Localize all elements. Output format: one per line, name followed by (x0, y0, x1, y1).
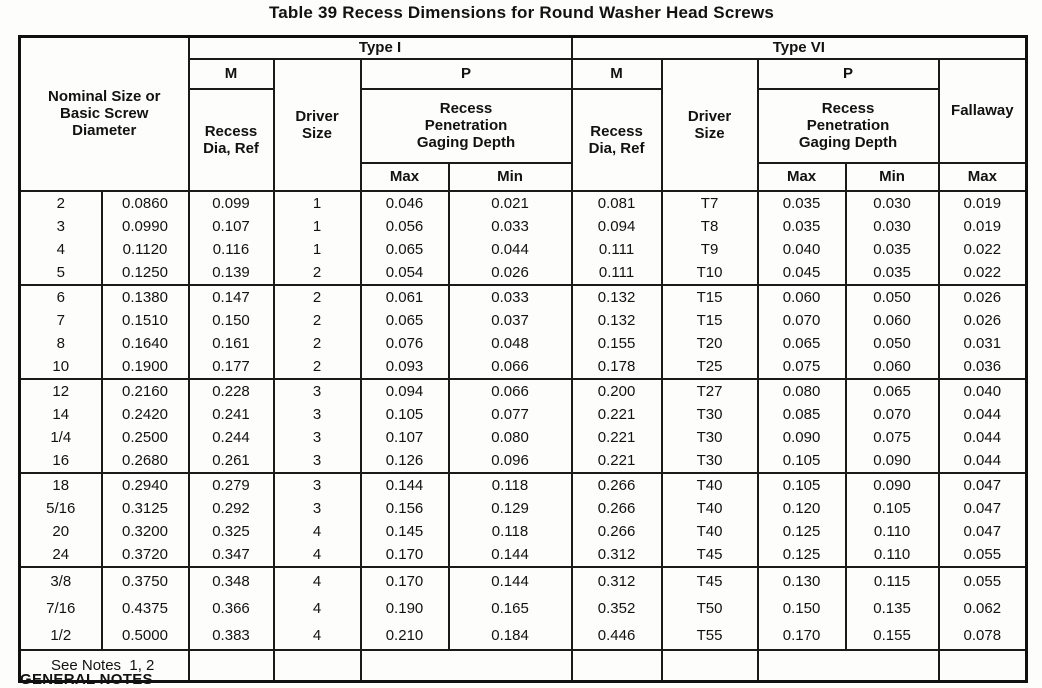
cell: 3 (274, 403, 361, 426)
cell: 3 (20, 215, 102, 238)
cell: 7/16 (20, 595, 102, 622)
cell: 0.241 (189, 403, 274, 426)
cell: 0.383 (189, 622, 274, 650)
cell: 0.170 (361, 543, 449, 567)
cell: 12 (20, 379, 102, 403)
general-notes-heading-clipped: GENERAL NOTES (20, 671, 153, 688)
cell: 1/4 (20, 426, 102, 449)
cell: 0.107 (361, 426, 449, 449)
header-fallaway: Fallaway (939, 59, 1027, 163)
cell: 0.147 (189, 285, 274, 309)
table-row (20, 261, 1027, 285)
cell: 0.066 (449, 379, 572, 403)
cell: 0.045 (758, 261, 846, 285)
cell: 0.054 (361, 261, 449, 285)
cell: 0.155 (572, 332, 662, 355)
table-row (20, 520, 1027, 543)
cell: 0.047 (939, 520, 1027, 543)
cell: 0.348 (189, 567, 274, 595)
cell: 0.244 (189, 426, 274, 449)
header-type-i-p: P (361, 59, 572, 89)
empty-cell (361, 650, 572, 682)
cell: 0.060 (846, 309, 939, 332)
cell: 6 (20, 285, 102, 309)
cell: T45 (662, 567, 758, 595)
cell: 2 (20, 191, 102, 215)
cell: 0.111 (572, 238, 662, 261)
cell: 0.3750 (102, 567, 189, 595)
table-header (20, 37, 1027, 191)
cell: 0.2500 (102, 426, 189, 449)
table-title: Table 39 Recess Dimensions for Round Washer Head Screws (268, 3, 775, 22)
cell: 0.044 (939, 426, 1027, 449)
cell: 0.132 (572, 285, 662, 309)
header-type-vi-max: Max (758, 163, 846, 191)
cell: 0.044 (449, 238, 572, 261)
cell: 0.221 (572, 403, 662, 426)
cell: 0.135 (846, 595, 939, 622)
cell: 0.026 (939, 309, 1027, 332)
cell: 8 (20, 332, 102, 355)
cell: 0.055 (939, 543, 1027, 567)
cell: 0.094 (572, 215, 662, 238)
cell: 0.2420 (102, 403, 189, 426)
cell: 0.312 (572, 543, 662, 567)
cell: 0.076 (361, 332, 449, 355)
cell: 2 (274, 332, 361, 355)
cell: 1/2 (20, 622, 102, 650)
cell: 0.139 (189, 261, 274, 285)
cell: 0.033 (449, 285, 572, 309)
table-row (20, 309, 1027, 332)
cell: 0.048 (449, 332, 572, 355)
cell: 0.035 (758, 191, 846, 215)
empty-cell (939, 650, 1027, 682)
table-row (20, 473, 1027, 497)
cell: 0.065 (361, 309, 449, 332)
recess-dimensions-table (18, 35, 1028, 683)
cell: 0.044 (939, 403, 1027, 426)
cell: 0.035 (846, 261, 939, 285)
cell: 0.210 (361, 622, 449, 650)
cell: 0.107 (189, 215, 274, 238)
cell: 0.190 (361, 595, 449, 622)
table-row (20, 191, 1027, 215)
cell: 0.200 (572, 379, 662, 403)
cell: T30 (662, 426, 758, 449)
cell: 0.050 (846, 332, 939, 355)
cell: 3/8 (20, 567, 102, 595)
cell: 24 (20, 543, 102, 567)
cell: 0.144 (361, 473, 449, 497)
cell: 0.047 (939, 497, 1027, 520)
cell: 0.033 (449, 215, 572, 238)
cell: 0.060 (846, 355, 939, 379)
cell: 3 (274, 379, 361, 403)
header-type-vi-penetration: Recess Penetration Gaging Depth (758, 89, 939, 163)
cell: T25 (662, 355, 758, 379)
header-type-i-recess-dia: Recess Dia, Ref (189, 89, 274, 191)
cell: 0.125 (758, 520, 846, 543)
cell: 0.080 (758, 379, 846, 403)
cell: 0.3200 (102, 520, 189, 543)
cell: 0.019 (939, 215, 1027, 238)
cell: 0.2940 (102, 473, 189, 497)
cell: 0.031 (939, 332, 1027, 355)
cell: 0.026 (449, 261, 572, 285)
cell: 0.347 (189, 543, 274, 567)
cell: 0.125 (758, 543, 846, 567)
cell: 0.047 (939, 473, 1027, 497)
cell: T27 (662, 379, 758, 403)
see-notes-cell: See Notes 1, 2 (20, 650, 189, 682)
cell: 0.110 (846, 543, 939, 567)
empty-cell (274, 650, 361, 682)
cell: 4 (20, 238, 102, 261)
cell: 1 (274, 191, 361, 215)
header-type-i-driver-size: Driver Size (274, 59, 361, 191)
cell: 4 (274, 595, 361, 622)
cell: 0.019 (939, 191, 1027, 215)
cell: 0.170 (361, 567, 449, 595)
cell: 0.266 (572, 473, 662, 497)
cell: T30 (662, 403, 758, 426)
cell: 0.120 (758, 497, 846, 520)
cell: 0.4375 (102, 595, 189, 622)
table-row (20, 355, 1027, 379)
cell: 0.094 (361, 379, 449, 403)
notes-row (20, 650, 1027, 682)
cell: 0.065 (846, 379, 939, 403)
cell: 0.040 (758, 238, 846, 261)
cell: 0.279 (189, 473, 274, 497)
header-type-i: Type I (189, 37, 572, 59)
cell: 0.080 (449, 426, 572, 449)
table-row (20, 238, 1027, 261)
cell: 0.325 (189, 520, 274, 543)
cell: 0.129 (449, 497, 572, 520)
cell: 0.150 (189, 309, 274, 332)
cell: 0.178 (572, 355, 662, 379)
cell: 0.1510 (102, 309, 189, 332)
cell: 0.075 (758, 355, 846, 379)
cell: 0.184 (449, 622, 572, 650)
cell: 0.070 (846, 403, 939, 426)
cell: 3 (274, 473, 361, 497)
cell: 7 (20, 309, 102, 332)
cell: 0.5000 (102, 622, 189, 650)
cell: 16 (20, 449, 102, 473)
cell: 0.312 (572, 567, 662, 595)
cell: 0.150 (758, 595, 846, 622)
cell: 0.366 (189, 595, 274, 622)
cell: 0.078 (939, 622, 1027, 650)
cell: 0.1640 (102, 332, 189, 355)
cell: 0.085 (758, 403, 846, 426)
cell: 0.036 (939, 355, 1027, 379)
header-type-vi-driver-size: Driver Size (662, 59, 758, 191)
cell: T8 (662, 215, 758, 238)
cell: 0.144 (449, 543, 572, 567)
cell: 0.066 (449, 355, 572, 379)
cell: 0.065 (758, 332, 846, 355)
cell: 0.062 (939, 595, 1027, 622)
cell: 0.035 (846, 238, 939, 261)
cell: 0.2160 (102, 379, 189, 403)
table-row (20, 449, 1027, 473)
header-type-i-min: Min (449, 163, 572, 191)
cell: 0.022 (939, 261, 1027, 285)
header-nominal-size: Nominal Size or Basic Screw Diameter (20, 37, 189, 191)
cell: 0.292 (189, 497, 274, 520)
cell: T10 (662, 261, 758, 285)
cell: 0.081 (572, 191, 662, 215)
cell: 10 (20, 355, 102, 379)
header-type-vi-min: Min (846, 163, 939, 191)
cell: 0.155 (846, 622, 939, 650)
cell: T9 (662, 238, 758, 261)
cell: 4 (274, 520, 361, 543)
cell: 5 (20, 261, 102, 285)
cell: 0.132 (572, 309, 662, 332)
cell: T50 (662, 595, 758, 622)
cell: 0.061 (361, 285, 449, 309)
empty-cell (662, 650, 758, 682)
table-row (20, 332, 1027, 355)
cell: 0.130 (758, 567, 846, 595)
cell: T40 (662, 473, 758, 497)
empty-cell (758, 650, 939, 682)
header-type-vi-recess-dia: Recess Dia, Ref (572, 89, 662, 191)
table-row (20, 426, 1027, 449)
cell: 0.170 (758, 622, 846, 650)
cell: 0.221 (572, 426, 662, 449)
cell: 0.1380 (102, 285, 189, 309)
cell: 2 (274, 309, 361, 332)
cell: 0.165 (449, 595, 572, 622)
header-type-vi: Type VI (572, 37, 1027, 59)
cell: 0.030 (846, 191, 939, 215)
cell: 0.035 (758, 215, 846, 238)
table-body (20, 191, 1027, 650)
table-row (20, 215, 1027, 238)
cell: 5/16 (20, 497, 102, 520)
cell: 0.022 (939, 238, 1027, 261)
cell: 0.126 (361, 449, 449, 473)
cell: 0.099 (189, 191, 274, 215)
cell: 3 (274, 449, 361, 473)
cell: 0.090 (846, 449, 939, 473)
cell: 4 (274, 567, 361, 595)
cell: T30 (662, 449, 758, 473)
empty-cell (572, 650, 662, 682)
cell: 0.0860 (102, 191, 189, 215)
cell: T40 (662, 520, 758, 543)
cell: 2 (274, 285, 361, 309)
cell: 0.056 (361, 215, 449, 238)
cell: 0.2680 (102, 449, 189, 473)
cell: 0.044 (939, 449, 1027, 473)
cell: 0.105 (846, 497, 939, 520)
cell: 2 (274, 355, 361, 379)
cell: T15 (662, 309, 758, 332)
table-row (20, 595, 1027, 622)
cell: 0.050 (846, 285, 939, 309)
cell: 0.096 (449, 449, 572, 473)
header-fallaway-max: Max (939, 163, 1027, 191)
cell: 0.111 (572, 261, 662, 285)
header-type-i-penetration: Recess Penetration Gaging Depth (361, 89, 572, 163)
cell: T45 (662, 543, 758, 567)
cell: 0.446 (572, 622, 662, 650)
cell: 0.077 (449, 403, 572, 426)
table-row (20, 285, 1027, 309)
cell: 1 (274, 215, 361, 238)
cell: 0.352 (572, 595, 662, 622)
cell: 0.040 (939, 379, 1027, 403)
cell: 0.055 (939, 567, 1027, 595)
table-row (20, 497, 1027, 520)
cell: 0.266 (572, 497, 662, 520)
cell: 0.037 (449, 309, 572, 332)
cell: 0.090 (758, 426, 846, 449)
cell: 0.1900 (102, 355, 189, 379)
cell: 0.030 (846, 215, 939, 238)
cell: 0.075 (846, 426, 939, 449)
cell: 0.1250 (102, 261, 189, 285)
cell: 0.046 (361, 191, 449, 215)
cell: 0.026 (939, 285, 1027, 309)
cell: 3 (274, 426, 361, 449)
cell: T20 (662, 332, 758, 355)
cell: 0.228 (189, 379, 274, 403)
table-row (20, 403, 1027, 426)
cell: T7 (662, 191, 758, 215)
cell: 0.261 (189, 449, 274, 473)
table-footer (20, 650, 1027, 682)
cell: 0.144 (449, 567, 572, 595)
cell: 0.065 (361, 238, 449, 261)
cell: 0.105 (758, 473, 846, 497)
table-row (20, 622, 1027, 650)
cell: 1 (274, 238, 361, 261)
empty-cell (189, 650, 274, 682)
cell: 18 (20, 473, 102, 497)
cell: 20 (20, 520, 102, 543)
cell: 0.118 (449, 473, 572, 497)
cell: 0.105 (361, 403, 449, 426)
table-row (20, 543, 1027, 567)
cell: 0.3125 (102, 497, 189, 520)
cell: 0.156 (361, 497, 449, 520)
header-type-vi-m: M (572, 59, 662, 89)
header-type-i-m: M (189, 59, 274, 89)
cell: 3 (274, 497, 361, 520)
cell: 0.221 (572, 449, 662, 473)
cell: 4 (274, 622, 361, 650)
table-row (20, 567, 1027, 595)
cell: 0.118 (449, 520, 572, 543)
cell: 0.161 (189, 332, 274, 355)
cell: 4 (274, 543, 361, 567)
cell: 0.3720 (102, 543, 189, 567)
cell: 0.115 (846, 567, 939, 595)
cell: T15 (662, 285, 758, 309)
header-type-vi-p: P (758, 59, 939, 89)
cell: 0.105 (758, 449, 846, 473)
cell: 0.0990 (102, 215, 189, 238)
cell: T40 (662, 497, 758, 520)
cell: 0.090 (846, 473, 939, 497)
cell: 0.110 (846, 520, 939, 543)
header-type-i-max: Max (361, 163, 449, 191)
cell: 0.177 (189, 355, 274, 379)
cell: 14 (20, 403, 102, 426)
cell: 0.021 (449, 191, 572, 215)
cell: 0.093 (361, 355, 449, 379)
cell: 0.060 (758, 285, 846, 309)
cell: 0.070 (758, 309, 846, 332)
cell: 0.116 (189, 238, 274, 261)
cell: T55 (662, 622, 758, 650)
cell: 0.266 (572, 520, 662, 543)
cell: 0.145 (361, 520, 449, 543)
cell: 2 (274, 261, 361, 285)
cell: 0.1120 (102, 238, 189, 261)
table-row (20, 379, 1027, 403)
